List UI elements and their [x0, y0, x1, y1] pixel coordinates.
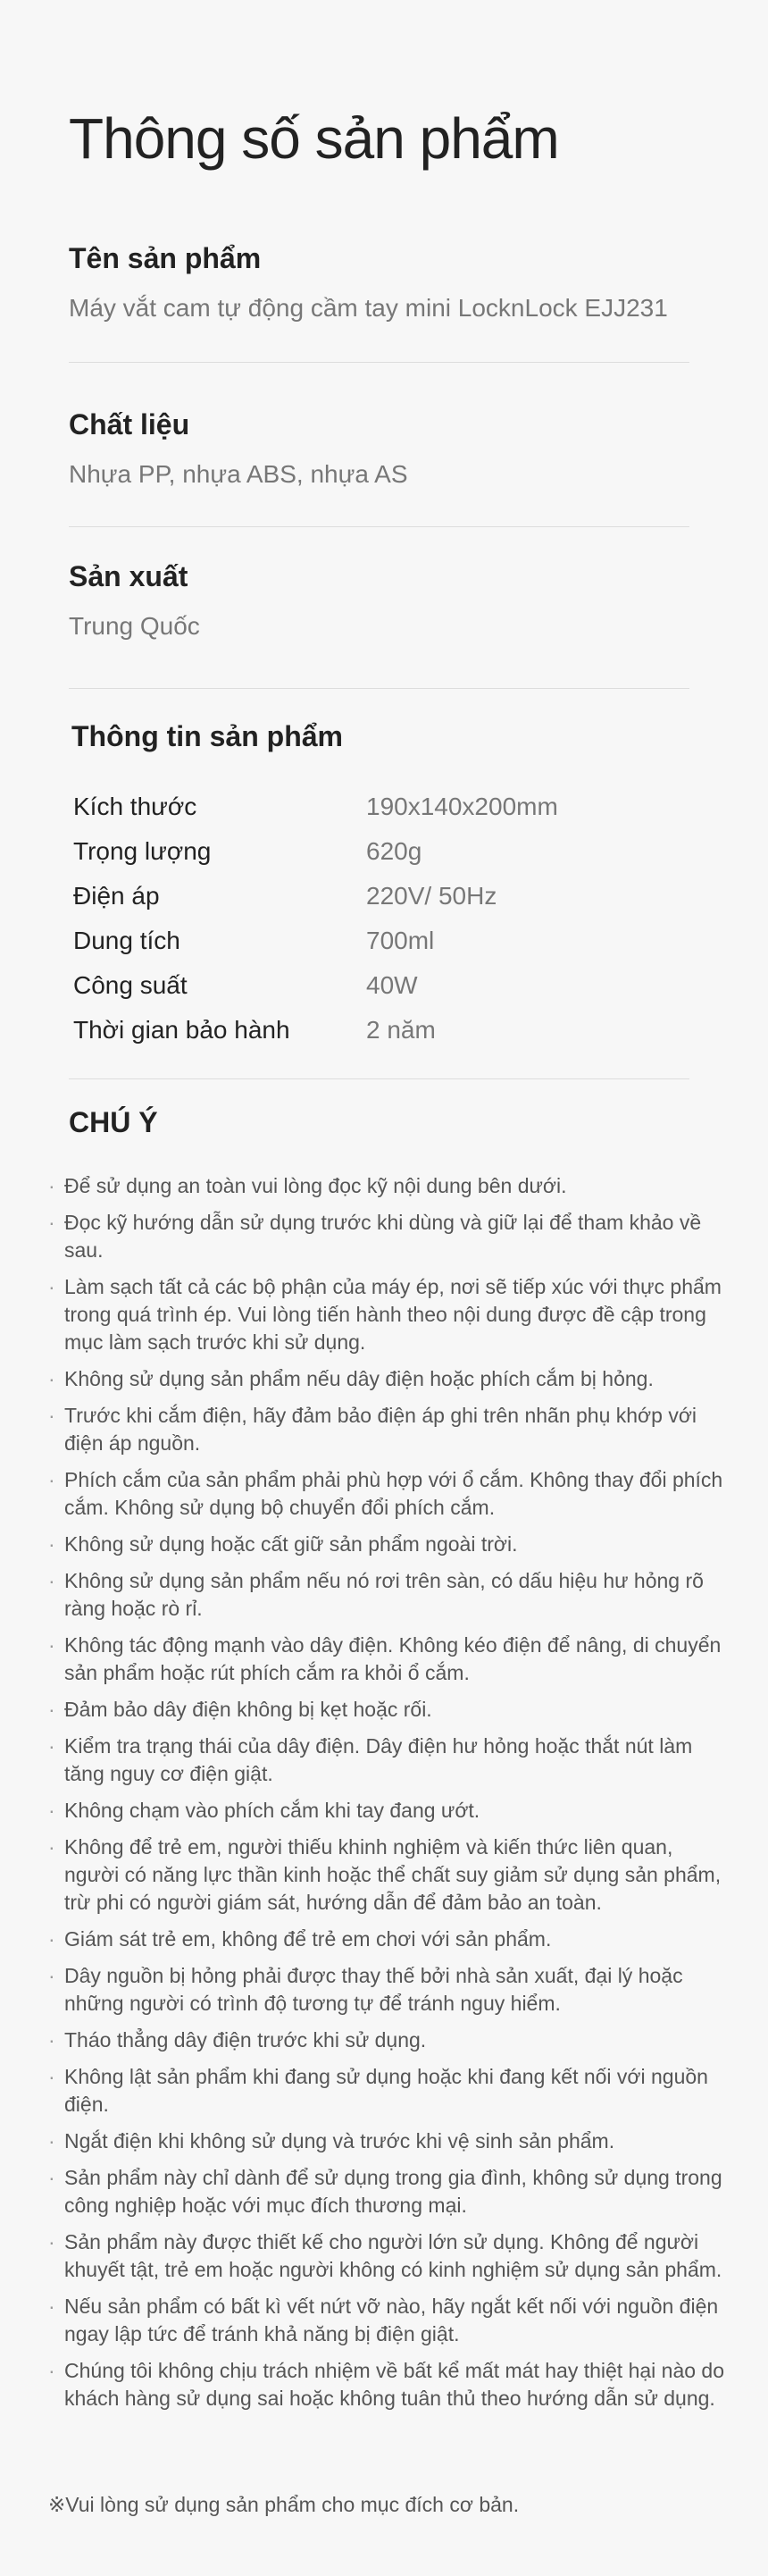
bullet-icon: · — [48, 2129, 55, 2152]
notice-text: Giám sát trẻ em, không để trẻ em chơi với sản phẩm. — [64, 1927, 552, 1951]
bullet-icon: · — [48, 1532, 55, 1556]
bullet-icon: · — [48, 2295, 55, 2318]
spec-product-name — [69, 241, 689, 323]
info-row-power — [73, 963, 689, 1008]
notice-text: Không sử dụng sản phẩm nếu nó rơi trên sàn, có dấu hiệu hư hỏng rõ ràng hoặc rò rỉ. — [64, 1569, 704, 1620]
notice-text: Không sử dụng hoặc cất giữ sản phẩm ngoài trời. — [64, 1532, 518, 1556]
list-item — [48, 1632, 727, 1687]
footnote: ※Vui lòng sử dụng sản phẩm cho mục đích cơ bản. — [48, 2493, 520, 2516]
info-table — [73, 785, 689, 1053]
bullet-icon: · — [48, 1799, 55, 1822]
bullet-icon: · — [48, 2166, 55, 2189]
notice-text: Không lật sản phẩm khi đang sử dụng hoặc khi đang kết nối với nguồn điện. — [64, 2065, 708, 2116]
list-item — [48, 1733, 727, 1788]
list-item — [48, 1273, 727, 1356]
bullet-icon: · — [48, 1633, 55, 1657]
notice-list — [48, 1172, 727, 2421]
notice-text: Ngắt điện khi không sử dụng và trước khi vệ sinh sản phẩm. — [64, 2129, 615, 2152]
list-item — [48, 2164, 727, 2219]
bullet-icon: · — [48, 1468, 55, 1491]
notice-text: Không tác động mạnh vào dây điện. Không kéo điện để nâng, di chuyển sản phẩm hoặc rút phích cắm ra khỏi ổ cắm. — [64, 1633, 722, 1684]
notice-text: Dây nguồn bị hỏng phải được thay thế bởi nhà sản xuất, đại lý hoặc những người có trình độ tương tự để tránh nguy hiểm. — [64, 1964, 683, 2015]
list-item — [48, 2228, 727, 2284]
list-item — [48, 1531, 727, 1558]
bullet-icon: · — [48, 1734, 55, 1758]
notice-text: Sản phẩm này được thiết kế cho người lớn sử dụng. Không để người khuyết tật, trẻ em hoặc người không có kinh nghiệm sử dụng sản phẩm. — [64, 2230, 722, 2281]
list-item — [48, 2026, 727, 2054]
divider — [69, 526, 689, 527]
notice-text: Sản phẩm này chỉ dành để sử dụng trong gia đình, không sử dụng trong công nghiệp hoặc với mục đích thương mại. — [64, 2166, 722, 2217]
list-item — [48, 1962, 727, 2018]
spec-label: Tên sản phẩm — [69, 242, 262, 274]
info-row-warranty — [73, 1008, 689, 1053]
page-title: Thông số sản phẩm — [69, 106, 559, 171]
list-item — [48, 1833, 727, 1917]
bullet-icon: · — [48, 2065, 55, 2088]
list-item — [48, 2357, 727, 2412]
bullet-icon: · — [48, 1698, 55, 1721]
notice-text: Không để trẻ em, người thiếu khinh nghiệm và kiến thức liên quan, người có năng lực thần kinh hoặc thể chất suy giảm sử dụng sản phẩm, trừ phi có người giám sát, hướng dẫn để đảm bảo an toàn. — [64, 1835, 722, 1914]
list-item — [48, 1696, 727, 1724]
divider — [69, 688, 689, 689]
info-value: 2 năm — [366, 1016, 436, 1044]
spec-value: Nhựa PP, nhựa ABS, nhựa AS — [69, 460, 408, 489]
info-value: 620g — [366, 837, 422, 865]
list-item — [48, 2293, 727, 2348]
list-item — [48, 1402, 727, 1457]
bullet-icon: · — [48, 2230, 55, 2253]
notice-text: Nếu sản phẩm có bất kì vết nứt vỡ nào, hãy ngắt kết nối với nguồn điện ngay lập tức để tránh khả năng bị điện giật. — [64, 2295, 719, 2345]
notice-text: Không sử dụng sản phẩm nếu dây điện hoặc phích cắm bị hỏng. — [64, 1367, 654, 1390]
list-item — [48, 1209, 727, 1264]
spec-value: Máy vắt cam tự động cầm tay mini LocknLock EJJ231 — [69, 294, 668, 323]
spec-value: Trung Quốc — [69, 612, 200, 641]
bullet-icon: · — [48, 2028, 55, 2052]
info-key: Dung tích — [73, 927, 180, 954]
bullet-icon: · — [48, 1569, 55, 1592]
bullet-icon: · — [48, 1211, 55, 1234]
list-item — [48, 1365, 727, 1393]
list-item — [48, 1172, 727, 1200]
notice-text: Tháo thẳng dây điện trước khi sử dụng. — [64, 2028, 427, 2052]
info-value: 220V/ 50Hz — [366, 882, 497, 910]
notice-text: Chúng tôi không chịu trách nhiệm về bất kể mất mát hay thiệt hại nào do khách hàng sử dụng sai hoặc không tuân thủ theo hướng dẫn sử dụng. — [64, 2359, 724, 2410]
bullet-icon: · — [48, 1835, 55, 1859]
list-item — [48, 1926, 727, 1953]
info-row-capacity — [73, 919, 689, 963]
divider — [69, 1078, 689, 1079]
bullet-icon: · — [48, 1927, 55, 1951]
notice-title: CHÚ Ý — [69, 1106, 158, 1138]
bullet-icon: · — [48, 1367, 55, 1390]
info-key: Công suất — [73, 971, 188, 999]
info-key: Điện áp — [73, 882, 160, 910]
notice-text: Kiểm tra trạng thái của dây điện. Dây điện hư hỏng hoặc thắt nút làm tăng nguy cơ điện giật. — [64, 1734, 693, 1785]
list-item — [48, 1466, 727, 1522]
spec-label: Chất liệu — [69, 408, 190, 441]
info-row-size — [73, 785, 689, 829]
bullet-icon: · — [48, 1174, 55, 1197]
bullet-icon: · — [48, 1964, 55, 1987]
bullet-icon: · — [48, 1275, 55, 1298]
list-item — [48, 1567, 727, 1623]
spec-label: Sản xuất — [69, 560, 188, 592]
info-key: Thời gian bảo hành — [73, 1016, 290, 1044]
notice-text: Đảm bảo dây điện không bị kẹt hoặc rối. — [64, 1698, 432, 1721]
info-row-voltage — [73, 874, 689, 919]
info-value: 190x140x200mm — [366, 793, 558, 820]
bullet-icon: · — [48, 2359, 55, 2382]
bullet-icon: · — [48, 1404, 55, 1427]
info-key: Kích thước — [73, 793, 197, 820]
list-item — [48, 1797, 727, 1825]
notice-text: Để sử dụng an toàn vui lòng đọc kỹ nội dung bên dưới. — [64, 1174, 567, 1197]
info-value: 700ml — [366, 927, 435, 954]
notice-text: Làm sạch tất cả các bộ phận của máy ép, nơi sẽ tiếp xúc với thực phẩm trong quá trình ép. Vui lòng tiến hành theo nội dung được đề cập trong mục làm sạch trước khi sử dụng. — [64, 1275, 722, 1354]
list-item — [48, 2063, 727, 2119]
spec-material — [69, 407, 689, 490]
info-row-weight — [73, 829, 689, 874]
notice-text: Không chạm vào phích cắm khi tay đang ướt. — [64, 1799, 480, 1822]
list-item — [48, 2127, 727, 2155]
info-key: Trọng lượng — [73, 837, 212, 865]
info-title: Thông tin sản phẩm — [71, 720, 343, 752]
spec-origin — [69, 559, 689, 642]
divider — [69, 362, 689, 363]
info-value: 40W — [366, 971, 418, 999]
notice-text: Đọc kỹ hướng dẫn sử dụng trước khi dùng và giữ lại để tham khảo về sau. — [64, 1211, 702, 1262]
notice-text: Trước khi cắm điện, hãy đảm bảo điện áp ghi trên nhãn phụ khớp với điện áp nguồn. — [64, 1404, 697, 1455]
notice-text: Phích cắm của sản phẩm phải phù hợp với ổ cắm. Không thay đổi phích cắm. Không sử dụng bộ chuyển đổi phích cắm. — [64, 1468, 723, 1519]
